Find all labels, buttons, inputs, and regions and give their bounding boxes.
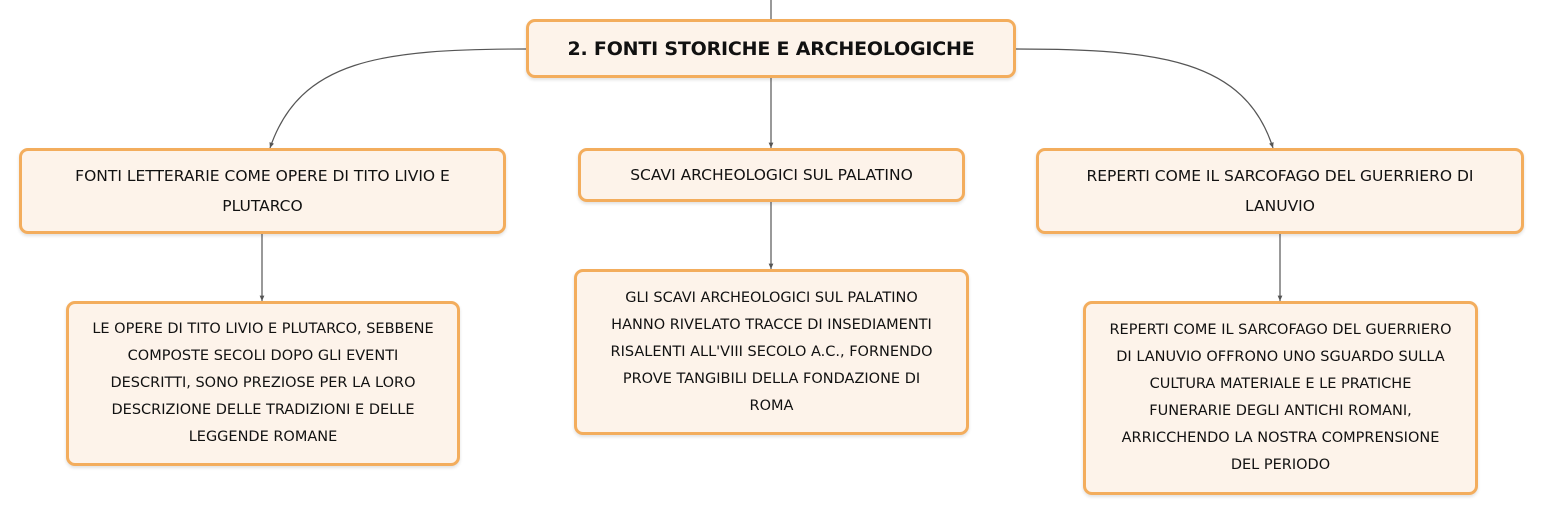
connector-root-to-left [270, 49, 526, 148]
detail-text-lanuvio-finds: REPERTI COME IL SARCOFAGO DEL GUERRIERO DI LANUVIO OFFRONO UNO SGUARDO SULLA CULTURA MATERIALE E LE PRATICHE FUNERARIE DEGLI ANTICHI ROMANI, ARRICCHENDO LA NOSTRA COMPRENSIONE DEL PERIODO [1109, 322, 1452, 473]
detail-text-literary-sources: LE OPERE DI TITO LIVIO E PLUTARCO, SEBBENE COMPOSTE SECOLI DOPO GLI EVENTI DESCRITTI, SONO PREZIOSE PER LA LORO DESCRIZIONE DELLE TRADIZIONI E DELLE LEGGENDE ROMANE [92, 321, 434, 445]
detail-node-palatine-excavations[interactable] [574, 269, 969, 435]
root-topic-label: 2. FONTI STORICHE E ARCHEOLOGICHE [567, 37, 975, 60]
detail-node-literary-sources[interactable] [66, 301, 460, 466]
topic-label-literary-sources: FONTI LETTERARIE COME OPERE DI TITO LIVIO E PLUTARCO [75, 167, 450, 215]
topic-node-lanuvio-finds[interactable] [1036, 148, 1524, 234]
topic-label-lanuvio-finds: REPERTI COME IL SARCOFAGO DEL GUERRIERO DI LANUVIO [1086, 167, 1474, 215]
detail-text-palatine-excavations: GLI SCAVI ARCHEOLOGICI SUL PALATINO HANNO RIVELATO TRACCE DI INSEDIAMENTI RISALENTI ALL'VIII SECOLO A.C., FORNENDO PROVE TANGIBILI DELLA FONDAZIONE DI ROMA [610, 289, 933, 414]
root-topic-node[interactable] [526, 19, 1016, 78]
topic-node-literary-sources[interactable] [19, 148, 506, 234]
topic-label-palatine-excavations: SCAVI ARCHEOLOGICI SUL PALATINO [630, 166, 913, 184]
detail-node-lanuvio-finds[interactable] [1083, 301, 1478, 495]
topic-node-palatine-excavations[interactable] [578, 148, 965, 202]
connector-root-to-right [1016, 49, 1273, 148]
